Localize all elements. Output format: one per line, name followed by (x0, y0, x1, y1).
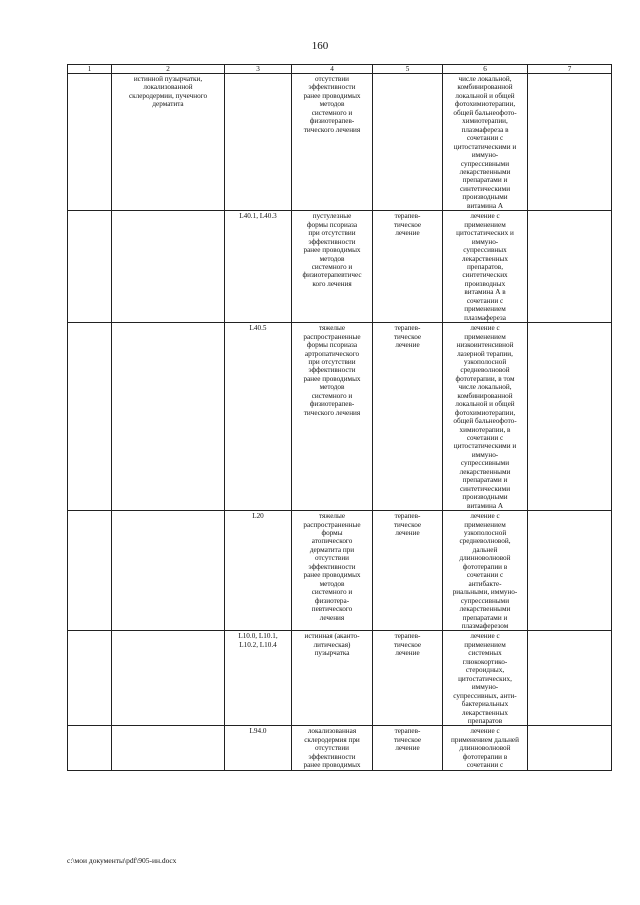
table-row (68, 323, 612, 511)
footer-file-path: c:\мои документы\pdf\905-ин.docx (67, 856, 177, 865)
treatment-type-cell (373, 74, 443, 211)
treatment-type-cell: терапев- тическое лечение (373, 726, 443, 770)
icd-code-cell (225, 74, 292, 211)
table-row (68, 631, 612, 726)
row-number-cell (68, 726, 112, 770)
header-row (68, 65, 612, 74)
row-number-cell (68, 211, 112, 323)
standard-cell (528, 323, 612, 511)
treatment-method-cell: лечение с применением цитостатических и иммуно- супрессивных лекарственных препаратов, синтетических производных витамина А в сочетании с применением плазмафереза (443, 211, 528, 323)
condition-group-cell (112, 211, 225, 323)
treatment-method-cell: лечение с применением системных глюкокортико- стероидных, цитостатических, иммуно- супрессивных, анти- бактериальных лекарственных препаратов (443, 631, 528, 726)
condition-group-cell (112, 726, 225, 770)
condition-group-cell (112, 631, 225, 726)
condition-group-cell (112, 511, 225, 631)
treatment-type-cell: терапев- тическое лечение (373, 631, 443, 726)
header-cell-7: 7 (528, 65, 612, 74)
header-cell-3: 3 (225, 65, 292, 74)
patient-model-cell: тяжелые распространенные формы атопического дерматита при отсутствии эффективности ранее проводимых методов системного и физиотера- певтического лечения (292, 511, 373, 631)
condition-group-cell (112, 323, 225, 511)
patient-model-cell: пустулезные формы псориаза при отсутствии эффективности ранее проводимых методов системного и физиотерапевтичес кого лечения (292, 211, 373, 323)
treatment-method-cell: лечение с применением узкополосной средневолновой, дальней длинноволновой фототерапии в сочетании с антибакте- риальными, иммуно- супрессивными лекарственными препаратами и плазмаферезом (443, 511, 528, 631)
icd-code-cell: L40.1, L40.3 (225, 211, 292, 323)
patient-model-cell: локализованная склеродермия при отсутствии эффективности ранее проводимых (292, 726, 373, 770)
standard-cell (528, 211, 612, 323)
table-row (68, 74, 612, 211)
row-number-cell (68, 74, 112, 211)
table-row (68, 726, 612, 770)
patient-model-cell: тяжелые распространенные формы псориаза артропатического при отсутствии эффективности ранее проводимых методов системного и физиотерапев- тического лечения (292, 323, 373, 511)
header-cell-1: 1 (68, 65, 112, 74)
standard-cell (528, 726, 612, 770)
table-row (68, 211, 612, 323)
medical-care-table (67, 64, 612, 771)
icd-code-cell: L94.0 (225, 726, 292, 770)
treatment-type-cell: терапев- тическое лечение (373, 323, 443, 511)
header-cell-4: 4 (292, 65, 373, 74)
standard-cell (528, 511, 612, 631)
standard-cell (528, 631, 612, 726)
header-cell-6: 6 (443, 65, 528, 74)
icd-code-cell: L10.0, L10.1, L10.2, L10.4 (225, 631, 292, 726)
condition-group-cell: истинной пузырчатки, локализованной склеродермии, пучечного дерматита (112, 74, 225, 211)
header-cell-2: 2 (112, 65, 225, 74)
treatment-type-cell: терапев- тическое лечение (373, 511, 443, 631)
standard-cell (528, 74, 612, 211)
header-cell-5: 5 (373, 65, 443, 74)
icd-code-cell: L40.5 (225, 323, 292, 511)
row-number-cell (68, 323, 112, 511)
treatment-method-cell: числе локальной, комбинированной локальной и общей фотохимиотерапии, общей бальнеофото- химиотерапии, плазмафереза в сочетании с цитостатическими и иммуно- супрессивными лекарственными препаратами и синтетическими производными витамина А (443, 74, 528, 211)
row-number-cell (68, 631, 112, 726)
treatment-type-cell: терапев- тическое лечение (373, 211, 443, 323)
treatment-method-cell: лечение с применением низкоинтенсивной лазерной терапии, узкополосной средневолновой фототерапии, в том числе локальной, комбинированной локальной и общей фотохимиотерапии, общей бальнеофото- химиотерапии, в сочетании с цитостатическими и иммуно- супрессивными лекарственными препаратами и синтетическими производными витамина А (443, 323, 528, 511)
row-number-cell (68, 511, 112, 631)
treatment-method-cell: лечение с применением дальней длинноволновой фототерапии в сочетании с (443, 726, 528, 770)
table-row (68, 511, 612, 631)
patient-model-cell: истинная (аканто- литическая) пузырчатка (292, 631, 373, 726)
icd-code-cell: L20 (225, 511, 292, 631)
patient-model-cell: отсутствии эффективности ранее проводимых методов системного и физиотерапев- тического лечения (292, 74, 373, 211)
page-number: 160 (311, 40, 329, 52)
